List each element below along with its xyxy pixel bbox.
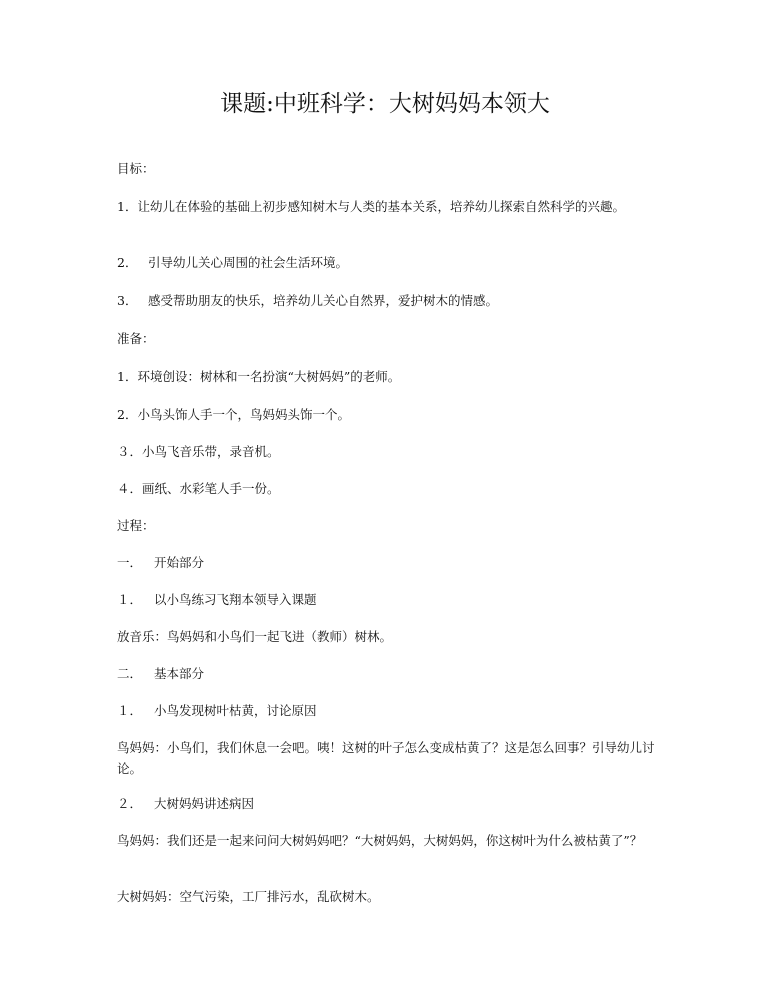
music-instruction: 放音乐：鸟妈妈和小鸟们一起飞进（教师）树林。 (117, 629, 393, 644)
goal-item-1-number: 1． (117, 199, 138, 214)
goals-heading: 目标： (117, 161, 155, 176)
section-one-number: 一． (117, 555, 143, 570)
goal-item-1-text: 让幼儿在体验的基础上初步感知树木与人类的基本关系，培养幼儿探索自然科学的兴趣。 (137, 199, 625, 214)
goal-item-3-number: 3． (117, 293, 138, 308)
prep-item-4-number: ４． (117, 481, 143, 496)
section-two-number: 二． (117, 666, 143, 681)
step-1-1-text: 以小鸟练习飞翔本领导入课题 (154, 592, 317, 607)
process-heading: 过程： (117, 518, 155, 533)
goal-item-2-number: 2． (117, 255, 138, 270)
dialog-bird-mother-2: 鸟妈妈：我们还是一起来问问大树妈妈吧？“大树妈妈，大树妈妈，你这树叶为什么被枯黄了”？ (117, 833, 643, 848)
goal-item-2 (117, 252, 662, 273)
document-title: 课题:中班科学：大树妈妈本领大 (220, 91, 550, 117)
step-2-2-text: 大树妈妈讲述病因 (154, 796, 255, 811)
prep-item-1-number: 1． (117, 369, 138, 384)
step-2-1 (117, 700, 662, 721)
prep-item-3-text: 小鸟飞音乐带，录音机。 (142, 444, 280, 459)
dialog-bird-mother-1: 鸟妈妈：小鸟们，我们休息一会吧。咦！这树的叶子怎么变成枯黄了？这是怎么回事？引导幼儿讨论。 (117, 740, 655, 776)
section-two (117, 663, 662, 684)
goal-item-3 (117, 290, 662, 311)
prep-item-2-number: 2． (117, 407, 138, 422)
step-2-1-text: 小鸟发现树叶枯黄，讨论原因 (154, 703, 317, 718)
prep-item-2-text: 小鸟头饰人手一个，鸟妈妈头饰一个。 (137, 407, 350, 422)
goal-item-1 (117, 196, 662, 217)
step-1-1 (117, 589, 662, 610)
goal-item-3-text: 感受帮助朋友的快乐，培养幼儿关心自然界，爱护树木的情感。 (148, 293, 499, 308)
prep-item-1-text: 环境创设：树林和一名扮演“大树妈妈”的老师。 (137, 369, 401, 384)
prep-item-3-number: ３． (117, 444, 143, 459)
step-2-2-number: ２． (117, 796, 143, 811)
section-one (117, 552, 662, 573)
goal-item-2-text: 引导幼儿关心周围的社会生活环境。 (148, 255, 349, 270)
prep-heading: 准备： (117, 331, 155, 346)
prep-item-4-text: 画纸、水彩笔人手一份。 (142, 481, 280, 496)
dialog-tree-mother: 大树妈妈：空气污染，工厂排污水，乱砍树木。 (117, 889, 380, 904)
step-2-1-number: １． (117, 703, 143, 718)
prep-item-4 (117, 478, 662, 499)
prep-item-1 (117, 366, 662, 387)
prep-item-3 (117, 441, 662, 462)
step-1-1-number: １． (117, 592, 143, 607)
section-one-text: 开始部分 (154, 555, 205, 570)
step-2-2 (117, 793, 662, 814)
prep-item-2 (117, 404, 662, 425)
section-two-text: 基本部分 (154, 666, 205, 681)
